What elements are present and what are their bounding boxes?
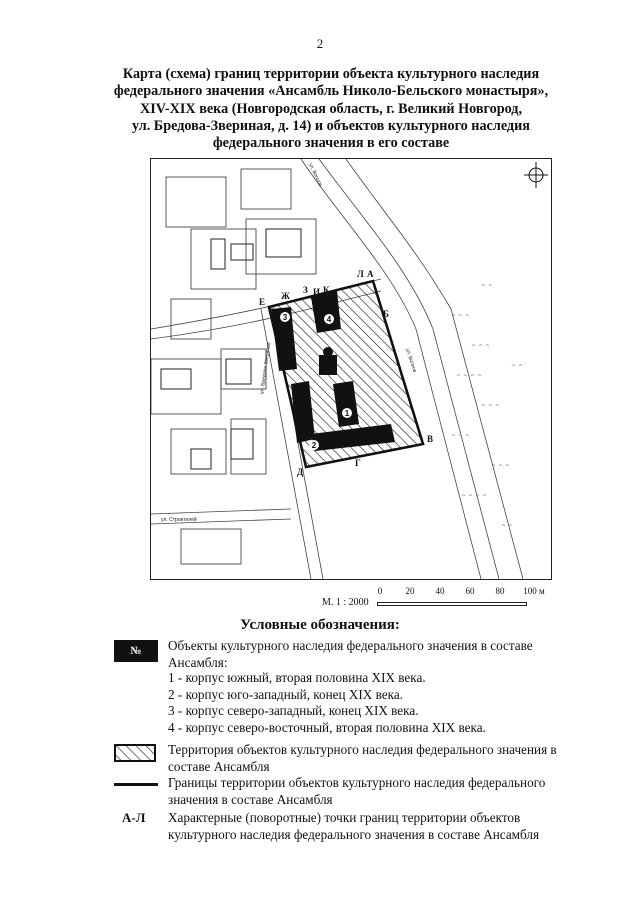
legend-title: Условные обозначения: [240, 617, 400, 633]
legend-text: Характерные (поворотные) точки границ территории объектов культурного наследия федерального значения в составе Ансамбля [168, 810, 540, 842]
legend-text: Территория объектов культурного наследия федерального значения в составе Ансамбля [168, 742, 557, 774]
scale-tick-label: 100 м [523, 586, 545, 596]
title-line: федерального значения «Ансамбль Николо-Бельского монастыря», [113, 83, 549, 100]
objects-symbol: № [114, 640, 158, 662]
title-line: ул. Бредова-Звериная, д. 14) и объектов культурного наследия [132, 117, 530, 134]
object-number: 2 [311, 441, 317, 450]
svg-text:^ ^ ^: ^ ^ ^ [491, 464, 510, 471]
scale-tick-label: 80 [495, 586, 505, 596]
point-label: Ж [281, 291, 290, 301]
svg-text:^ ^ ^: ^ ^ ^ [451, 314, 470, 321]
title-line: XIV-XIX века (Новгородская область, г. Великий Новгород, [139, 100, 523, 117]
svg-text:^ ^: ^ ^ [481, 284, 493, 291]
svg-text:^ ^ ^: ^ ^ ^ [471, 344, 490, 351]
objects-list [168, 670, 486, 736]
street-label: ул. Бредова-Звериная [259, 342, 273, 395]
street-label: ул. Волхов [307, 162, 324, 188]
street-label: ул. Волхов [404, 347, 418, 374]
map-scheme [150, 158, 552, 580]
point-label: Г [355, 458, 361, 468]
scale-tick-label: 0 [377, 586, 383, 596]
point-label: Б [383, 309, 389, 319]
hatch-symbol [114, 744, 156, 762]
hatch-pattern-icon [116, 746, 154, 760]
svg-text:^ ^ ^: ^ ^ ^ [481, 404, 500, 411]
legend-text: Границы территории объектов культурного наследия федерального значения в составе Ансамбля [168, 775, 546, 807]
svg-text:^ ^: ^ ^ [501, 524, 513, 531]
object-number: 4 [326, 315, 332, 324]
title-line: Карта (схема) границ территории объекта культурного наследия [122, 66, 540, 82]
scale-tick-label: 60 [465, 586, 475, 596]
point-label: И [313, 287, 321, 297]
boundary-line-symbol [114, 783, 158, 786]
map-scale [322, 586, 552, 610]
legend-text: Объекты культурного наследия федерального значения в составе Ансамбля: [168, 638, 533, 670]
page-number: 2 [316, 36, 324, 51]
map-svg [151, 159, 551, 579]
object-number: 1 [344, 409, 350, 418]
point-label: В [427, 434, 434, 444]
point-label: Е [259, 297, 266, 307]
title-line: федерального значения в его составе [212, 135, 450, 152]
scale-bar [377, 602, 527, 606]
list-item: 4 - корпус северо-восточный, вторая половина XIX века. [168, 719, 486, 735]
scale-tick-label: 20 [405, 586, 415, 596]
list-item: 3 - корпус северо-западный, конец XIX века. [168, 703, 419, 718]
compass-icon [524, 162, 548, 188]
svg-text:^ ^ ^ ^: ^ ^ ^ ^ [461, 494, 487, 501]
point-label: З [303, 285, 308, 295]
document-title [96, 66, 566, 152]
point-label: К [323, 285, 330, 295]
points-code: А-Л [122, 810, 146, 825]
point-label: А [367, 269, 374, 279]
object-number: 3 [282, 313, 288, 322]
scale-tick-label: 40 [435, 586, 445, 596]
point-label: Д [297, 467, 304, 477]
svg-text:^ ^ ^: ^ ^ ^ [451, 434, 470, 441]
list-item: 1 - корпус южный, вторая половина XIX века. [168, 670, 426, 685]
svg-text:^ ^: ^ ^ [511, 364, 523, 371]
list-item: 2 - корпус юго-западный, конец XIX века. [168, 686, 403, 702]
street-label: ул. Строителей [161, 517, 197, 523]
point-label: Л [357, 269, 364, 279]
scale-ratio: М. 1 : 2000 [322, 597, 369, 608]
svg-text:^ ^ ^ ^: ^ ^ ^ ^ [456, 374, 482, 381]
tree-symbols [451, 284, 523, 531]
